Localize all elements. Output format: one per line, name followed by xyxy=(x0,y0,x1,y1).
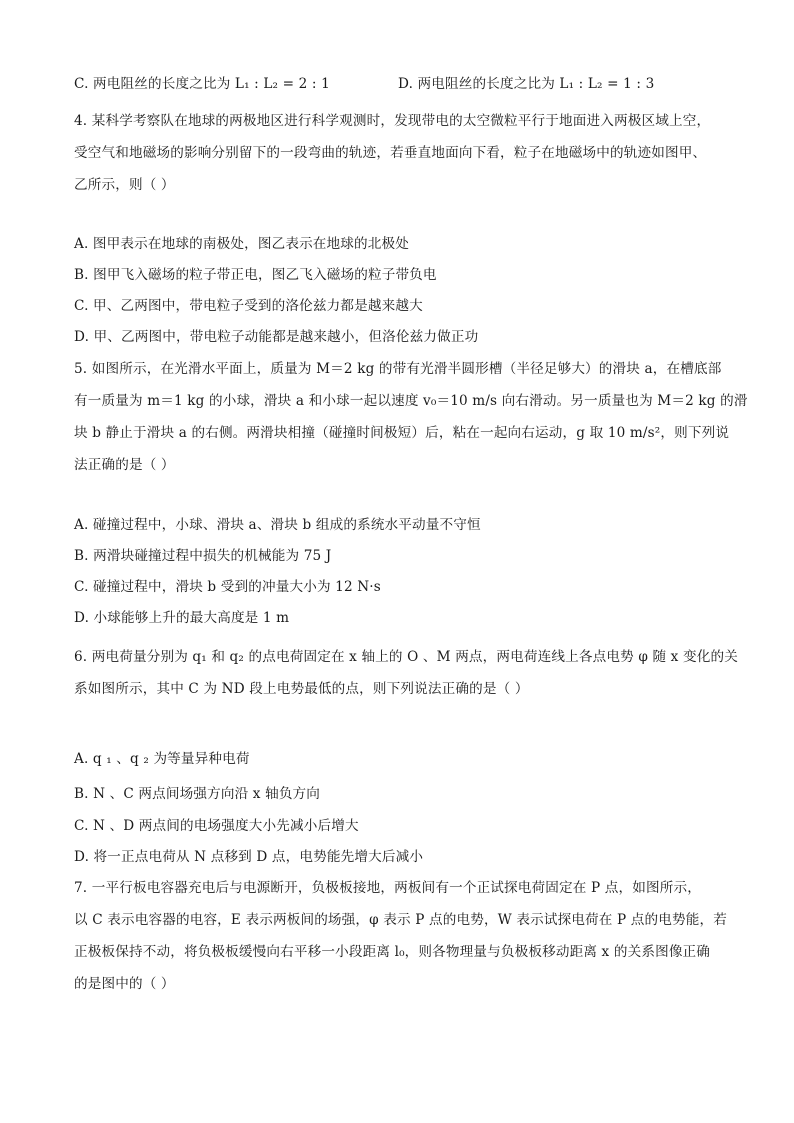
q6-option-a: A. q ₁ 、q ₂ 为等量异种电荷 xyxy=(74,751,250,767)
q4-stem-line-3: 乙所示，则（ ） xyxy=(74,177,175,193)
q5-option-b: B. 两滑块碰撞过程中损失的机械能为 75 J xyxy=(74,548,332,564)
q5-stem-line-4: 法正确的是（ ） xyxy=(74,457,175,473)
q6-stem-line-1: 6. 两电荷量分别为 q₁ 和 q₂ 的点电荷固定在 x 轴上的 O 、M 两点，两电荷连线上各点电势 φ 随 x 变化的关 xyxy=(74,649,738,665)
q7-stem-line-2: 以 C 表示电容器的电容，E 表示两板间的场强，φ 表示 P 点的电势，W 表示试探电荷在 P 点的电势能，若 xyxy=(74,912,727,928)
q5-option-c: C. 碰撞过程中，滑块 b 受到的冲量大小为 12 N·s xyxy=(74,579,381,595)
q4-option-a: A. 图甲表示在地球的南极处，图乙表示在地球的北极处 xyxy=(74,236,410,252)
q5-stem-line-3: 块 b 静止于滑块 a 的右侧。两滑块相撞（碰撞时间极短）后，粘在一起向右运动，g 取 10 m/s²，则下列说 xyxy=(74,425,730,441)
q3-option-c: C. 两电阻丝的长度之比为 L₁ : L₂ = 2 : 1 xyxy=(74,76,330,92)
q7-stem-line-1: 7. 一平行板电容器充电后与电源断开，负极板接地，两板间有一个正试探电荷固定在 P 点，如图所示， xyxy=(74,880,701,896)
q7-stem-line-4: 的是图中的（ ） xyxy=(74,976,175,992)
q3-option-d: D. 两电阻丝的长度之比为 L₁ : L₂ = 1 : 3 xyxy=(398,76,655,92)
q4-option-d: D. 甲、乙两图中，带电粒子动能都是越来越小，但洛伦兹力做正功 xyxy=(74,329,479,345)
q6-option-c: C. N 、D 两点间的电场强度大小先减小后增大 xyxy=(74,818,359,834)
q4-stem-line-2: 受空气和地磁场的影响分别留下的一段弯曲的轨迹，若垂直地面向下看，粒子在地磁场中的轨迹如图甲、 xyxy=(74,145,707,161)
q4-option-c: C. 甲、乙两图中，带电粒子受到的洛伦兹力都是越来越大 xyxy=(74,298,423,314)
q4-stem-line-1: 4. 某科学考察队在地球的两极地区进行科学观测时，发现带电的太空微粒平行于地面进入两极区域上空， xyxy=(74,113,711,129)
q5-stem-line-1: 5. 如图所示，在光滑水平面上，质量为 M＝2 kg 的带有光滑半圆形槽（半径足够大）的滑块 a，在槽底部 xyxy=(74,361,722,377)
q4-option-b: B. 图甲飞入磁场的粒子带正电，图乙飞入磁场的粒子带负电 xyxy=(74,267,437,283)
q6-option-d: D. 将一正点电荷从 N 点移到 D 点，电势能先增大后减小 xyxy=(74,849,424,865)
q6-stem-line-2: 系如图所示，其中 C 为 ND 段上电势最低的点，则下列说法正确的是（ ） xyxy=(74,681,529,697)
q6-option-b: B. N 、C 两点间场强方向沿 x 轴负方向 xyxy=(74,786,321,802)
q5-option-a: A. 碰撞过程中，小球、滑块 a、滑块 b 组成的系统水平动量不守恒 xyxy=(74,517,481,533)
q5-option-d: D. 小球能够上升的最大高度是 1 m xyxy=(74,610,290,626)
q7-stem-line-3: 正极板保持不动，将负极板缓慢向右平移一小段距离 l₀，则各物理量与负极板移动距离 x 的关系图像正确 xyxy=(74,944,711,960)
q5-stem-line-2: 有一质量为 m＝1 kg 的小球，滑块 a 和小球一起以速度 v₀＝10 m/s 向右滑动。另一质量也为 M＝2 kg 的滑 xyxy=(74,393,748,409)
